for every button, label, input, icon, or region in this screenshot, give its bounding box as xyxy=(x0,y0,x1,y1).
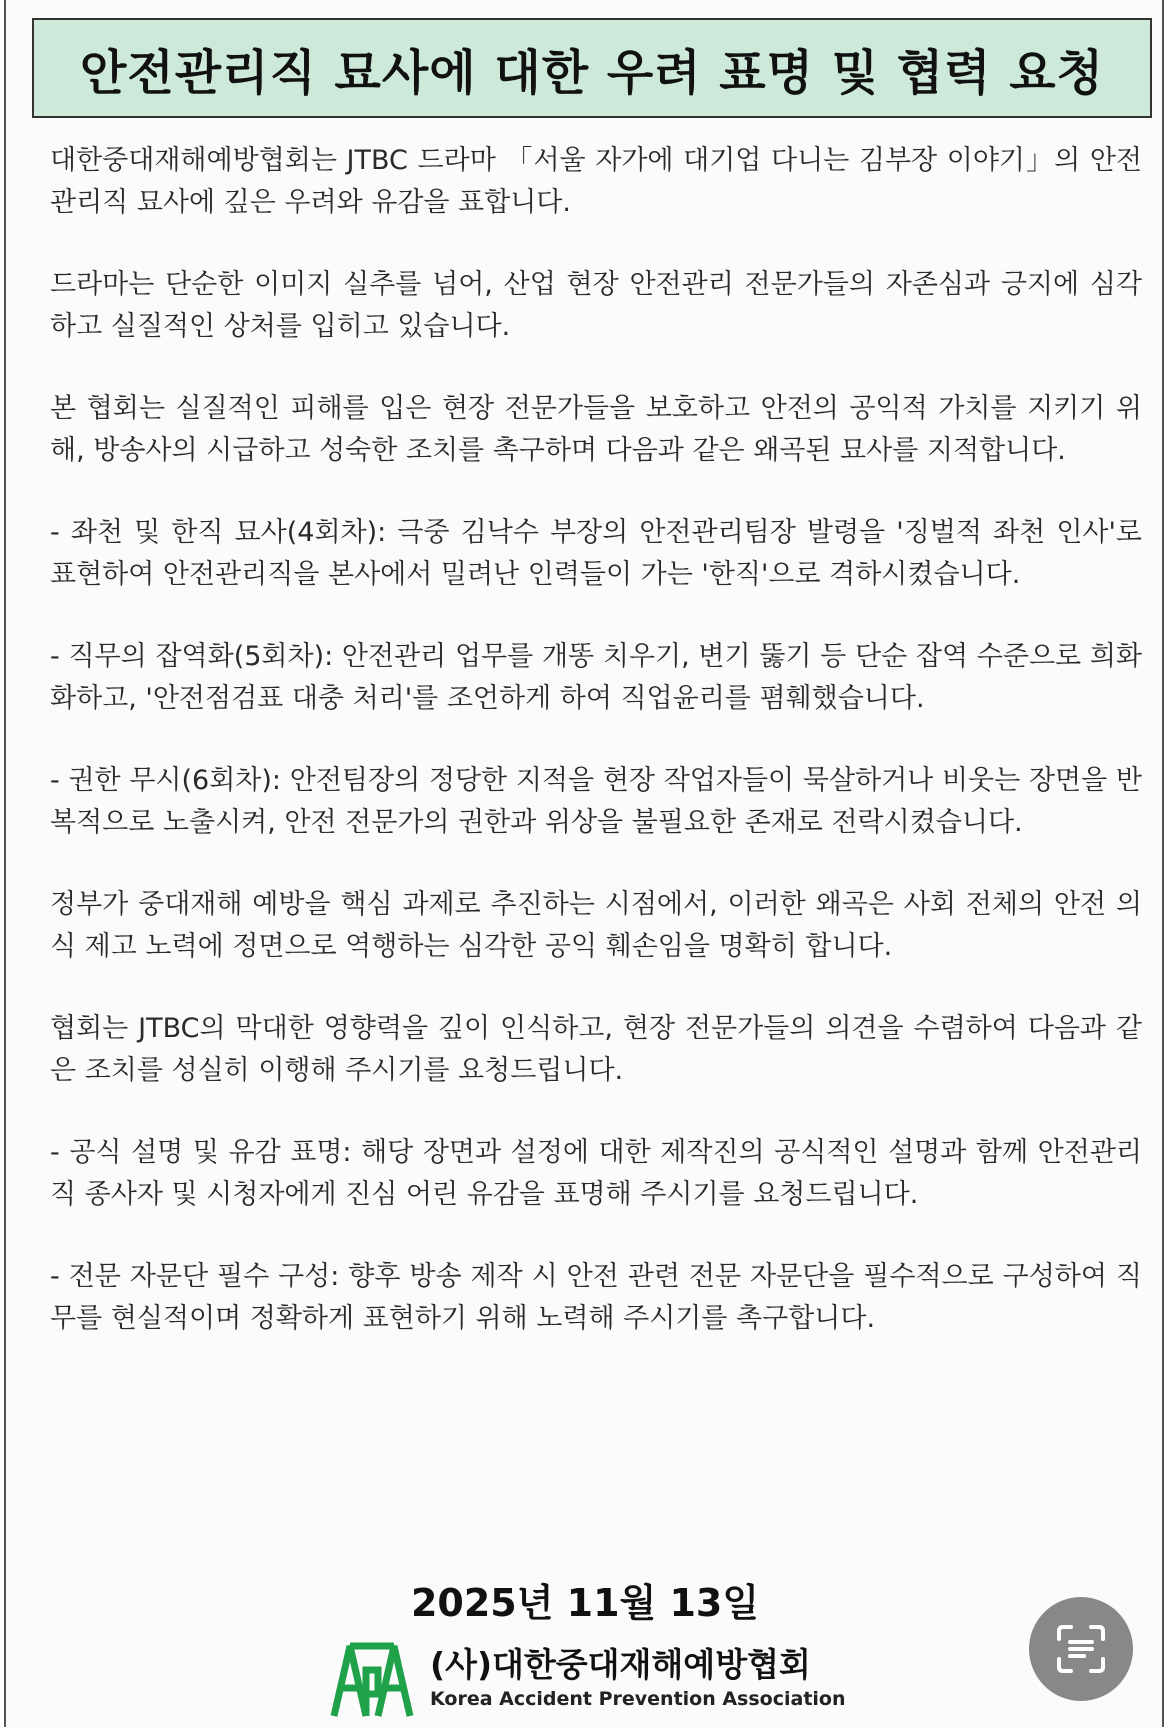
organization-name-english: Korea Accident Prevention Association xyxy=(430,1688,846,1710)
document-body xyxy=(50,140,1142,1340)
document-page xyxy=(4,0,1164,1727)
text-scan-button[interactable] xyxy=(1029,1597,1133,1701)
paragraph-public-interest: 정부가 중대재해 예방을 핵심 과제로 추진하는 시점에서, 이러한 왜곡은 사회 전체의 안전 의식 제고 노력에 정면으로 역행하는 심각한 공익 훼손임을 명확히 합니다. xyxy=(50,889,1142,962)
paragraph-item-chores: - 직무의 잡역화(5회차): 안전관리 업무를 개똥 치우기, 변기 뚫기 등 단순 잡역 수준으로 희화화하고, '안전점검표 대충 처리'를 조언하게 하여 직업윤리를 폄훼했습니다. xyxy=(50,641,1142,714)
kapa-logo-icon xyxy=(330,1636,414,1720)
paragraph-item-authority: - 권한 무시(6회차): 안전팀장의 정당한 지적을 현장 작업자들이 묵살하거나 비웃는 장면을 반복적으로 노출시켜, 안전 전문가의 권한과 위상을 불필요한 존재로 전락시켰습니다. xyxy=(50,765,1142,838)
paragraph-position: 본 협회는 실질적인 피해를 입은 현장 전문가들을 보호하고 안전의 공익적 가치를 지키기 위해, 방송사의 시급하고 성숙한 조치를 촉구하며 다음과 같은 왜곡된 묘사를 지적합니다. xyxy=(50,393,1142,466)
paragraph-intro: 대한중대재해예방협회는 JTBC 드라마 「서울 자가에 대기업 다니는 김부장 이야기」의 안전관리직 묘사에 깊은 우려와 유감을 표합니다. xyxy=(50,145,1142,218)
paragraph-request: 협회는 JTBC의 막대한 영향력을 깊이 인식하고, 현장 전문가들의 의견을 수렴하여 다음과 같은 조치를 성실히 이행해 주시기를 요청드립니다. xyxy=(50,1013,1142,1086)
title-banner xyxy=(32,18,1152,118)
organization-signature xyxy=(330,1636,846,1720)
paragraph-item-demotion: - 좌천 및 한직 묘사(4회차): 극중 김낙수 부장의 안전관리팀장 발령을 '징벌적 좌천 인사'로 표현하여 안전관리직을 본사에서 밀려난 인력들이 가는 '한직'으로 격하시켰습니다. xyxy=(50,517,1142,590)
document-date: 2025년 11월 13일 xyxy=(410,1581,760,1625)
paragraph-item-advisory: - 전문 자문단 필수 구성: 향후 방송 제작 시 안전 관련 전문 자문단을 필수적으로 구성하여 직무를 현실적이며 정확하게 표현하기 위해 노력해 주시기를 촉구합니다. xyxy=(50,1261,1142,1334)
paragraph-item-apology: - 공식 설명 및 유감 표명: 해당 장면과 설정에 대한 제작진의 공식적인 설명과 함께 안전관리직 종사자 및 시청자에게 진심 어린 유감을 표명해 주시기를 요청드립니다. xyxy=(50,1137,1142,1210)
document-title: 안전관리직 묘사에 대한 우려 표명 및 협력 요청 xyxy=(80,44,1104,101)
text-scan-icon xyxy=(1053,1621,1109,1677)
paragraph-damage: 드라마는 단순한 이미지 실추를 넘어, 산업 현장 안전관리 전문가들의 자존심과 긍지에 심각하고 실질적인 상처를 입히고 있습니다. xyxy=(50,269,1142,342)
organization-name: (사)대한중대재해예방협회 xyxy=(430,1645,811,1684)
